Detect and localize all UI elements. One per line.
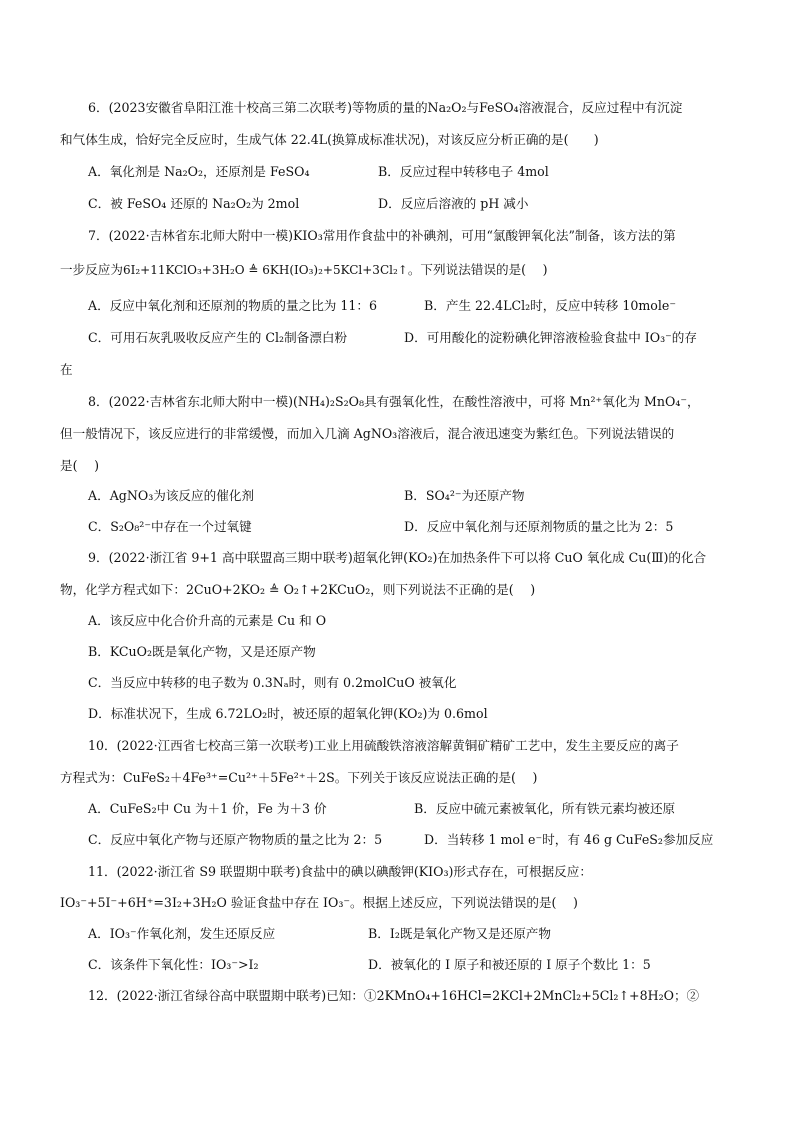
q11-option-a: A．IO₃⁻作氧化剂，发生还原反应 (88, 926, 276, 941)
q9-option-a: A．该反应中化合价升高的元素是 Cu 和 O (88, 613, 327, 628)
q11-option-b: B．I₂既是氧化产物又是还原产物 (368, 926, 551, 941)
q10-option-d: D．当转移 1 mol e⁻时，有 46 g CuFeS₂参加反应 (424, 832, 714, 847)
q7-stem-prefix: 一步反应为 (60, 262, 123, 277)
q8-stem-line2: 但一般情况下，该反应进行的非常缓慢，而加入几滴 AgNO₃溶液后，混合液迅速变为紫红色。下列说法错误的 (60, 426, 675, 441)
q9-option-b: B．KCuO₂既是氧化产物，又是还原产物 (88, 644, 316, 659)
q7-stem-line1: 7．(2022·吉林省东北师大附中一模)KIO₃常用作食盐中的补碘剂，可用“氯酸钾氧化法”制备，该方法的第 (88, 228, 676, 243)
q6-stem-line1: 6．(2023安徽省阜阳江淮十校高三第二次联考)等物质的量的Na₂O₂与FeSO₄溶液混合，反应过程中有沉淀 (88, 100, 683, 115)
q10-option-a: A．CuFeS₂中 Cu 为＋1 价，Fe 为＋3 价 (88, 801, 327, 816)
q9-option-d: D．标准状况下，生成 6.72LO₂时，被还原的超氧化钾(KO₂)为 0.6mol (88, 706, 488, 721)
q6-stem-line2: 和气体生成，恰好完全反应时，生成气体 22.4L(换算成标准状况)，对该反应分析正确的是( ) (60, 132, 599, 147)
q10-option-b: B．反应中硫元素被氧化，所有铁元素均被还原 (414, 801, 676, 816)
q8-option-a: A．AgNO₃为该反应的催化剂 (88, 488, 254, 503)
q11-stem-line1: 11．(2022·浙江省 S9 联盟期中联考)食盐中的碘以碘酸钾(KIO₃)形式存在，可根据反应： (88, 864, 592, 879)
q6-option-c: C．被 FeSO₄ 还原的 Na₂O₂为 2mol (88, 196, 300, 211)
q6-option-d: D．反应后溶液的 pH 减小 (378, 196, 529, 211)
q7-option-b: B．产生 22.4LCl₂时，反应中转移 10mole⁻ (424, 298, 676, 313)
q10-stem-line2: 方程式为：CuFeS₂＋4Fe³⁺=Cu²⁺＋5Fe²⁺＋2S。下列关于该反应说法正确的是( ) (60, 770, 538, 785)
q12-stem-line1: 12．(2022·浙江省绿谷高中联盟期中联考)已知：①2KMnO₄+16HCl=2KCl+2MnCl₂+5Cl₂↑+8H₂O；② (88, 988, 700, 1003)
q7-stem-suffix: 。下列说法错误的是( ) (407, 262, 548, 277)
q10-option-c: C．反应中氧化产物与还原产物物质的量之比为 2：5 (88, 832, 383, 847)
q11-option-c: C．该条件下氧化性：IO₃⁻>I₂ (88, 957, 259, 972)
q7-option-c: C．可用石灰乳吸收反应产生的 Cl₂制备漂白粉 (88, 330, 348, 345)
q6-option-b: B．反应过程中转移电子 4mol (378, 164, 549, 179)
q8-stem-line3: 是( ) (60, 458, 100, 473)
q8-stem-line1: 8．(2022·吉林省东北师大附中一模)(NH₄)₂S₂O₈具有强氧化性，在酸性溶液中，可将 Mn²⁺氧化为 MnO₄⁻， (88, 394, 700, 409)
q7-equation: 6I₂+11KClO₃+3H₂O ≜ 6KH(IO₃)₂+5KCl+3Cl₂↑ (122, 263, 408, 277)
q8-option-c: C．S₂O₈²⁻中存在一个过氧键 (88, 519, 252, 534)
q6-option-a: A．氧化剂是 Na₂O₂，还原剂是 FeSO₄ (88, 164, 310, 179)
q8-option-b: B．SO₄²⁻为还原产物 (404, 488, 525, 503)
q9-stem-line1: 9．(2022·浙江省 9+1 高中联盟高三期中联考)超氧化钾(KO₂)在加热条件下可以将 CuO 氧化成 Cu(Ⅲ)的化合 (88, 550, 707, 565)
q7-option-d-wrap: 在 (60, 362, 73, 377)
q7-option-d: D．可用酸化的淀粉碘化钾溶液检验食盐中 IO₃⁻的存 (404, 330, 697, 345)
q8-option-d: D．反应中氧化剂与还原剂物质的量之比为 2：5 (404, 519, 674, 534)
q7-stem-line2 (60, 260, 548, 280)
q9-stem-line2: 物，化学方程式如下：2CuO+2KO₂ ≜ O₂↑+2KCuO₂，则下列说法不正确的是( ) (60, 582, 536, 597)
q9-option-c: C．当反应中转移的电子数为 0.3Nₐ时，则有 0.2molCuO 被氧化 (88, 675, 457, 690)
q7-option-a: A．反应中氧化剂和还原剂的物质的量之比为 11：6 (88, 298, 378, 313)
q11-option-d: D．被氧化的 I 原子和被还原的 I 原子个数比 1：5 (368, 957, 651, 972)
q11-stem-line2: IO₃⁻+5I⁻+6H⁺=3I₂+3H₂O 验证食盐中存在 IO₃⁻。根据上述反应，下列说法错误的是( ) (60, 895, 578, 910)
q10-stem-line1: 10．(2022·江西省七校高三第一次联考)工业上用硫酸铁溶液溶解黄铜矿精矿工艺中，发生主要反应的离子 (88, 738, 679, 753)
